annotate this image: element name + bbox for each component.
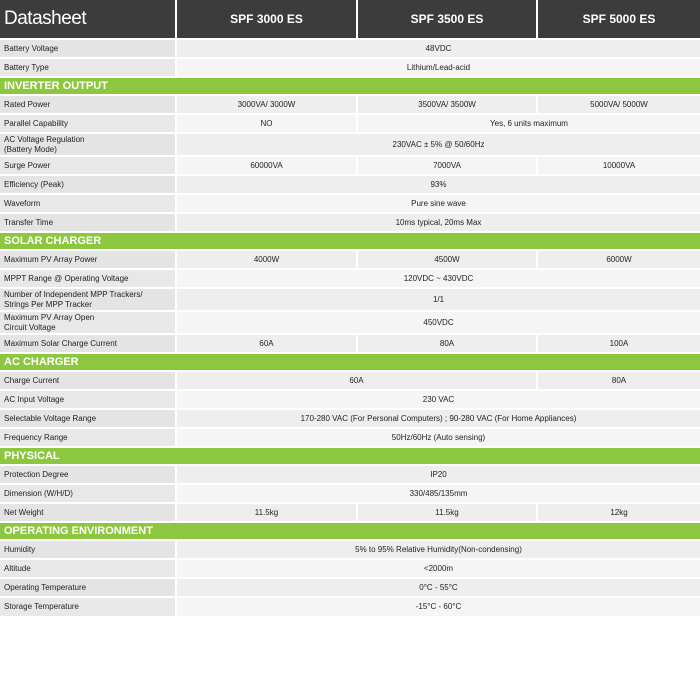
spec-value: IP20 [176, 465, 700, 484]
spec-label: Selectable Voltage Range [0, 409, 176, 428]
spec-label: Net Weight [0, 503, 176, 522]
spec-row [0, 409, 700, 428]
spec-label: Transfer Time [0, 213, 176, 232]
spec-label: Parallel Capability [0, 114, 176, 133]
spec-label: Maximum PV Array Power [0, 250, 176, 269]
spec-row [0, 484, 700, 503]
spec-label: Rated Power [0, 95, 176, 114]
spec-label: Waveform [0, 194, 176, 213]
spec-label: Altitude [0, 559, 176, 578]
spec-label: Number of Independent MPP Trackers/ Strings Per MPP Tracker [0, 288, 176, 311]
spec-value: 10ms typical, 20ms Max [176, 213, 700, 232]
spec-value: 450VDC [176, 311, 700, 334]
spec-label: Charge Current [0, 371, 176, 390]
spec-row [0, 334, 700, 353]
spec-value: 60A [176, 334, 357, 353]
spec-row [0, 288, 700, 311]
spec-label: Protection Degree [0, 465, 176, 484]
spec-row [0, 250, 700, 269]
spec-label: Operating Temperature [0, 578, 176, 597]
section-title: SOLAR CHARGER [0, 232, 700, 250]
spec-value: NO [176, 114, 357, 133]
spec-value: 11.5kg [176, 503, 357, 522]
spec-value: 11.5kg [357, 503, 537, 522]
spec-row [0, 428, 700, 447]
section-title: AC CHARGER [0, 353, 700, 371]
spec-value: 4500W [357, 250, 537, 269]
spec-row [0, 194, 700, 213]
spec-value: 80A [537, 371, 700, 390]
spec-row [0, 213, 700, 232]
spec-value: 3000VA/ 3000W [176, 95, 357, 114]
spec-label: Humidity [0, 540, 176, 559]
spec-value: 93% [176, 175, 700, 194]
spec-value: 100A [537, 334, 700, 353]
spec-row [0, 465, 700, 484]
spec-label: Surge Power [0, 156, 176, 175]
spec-row [0, 597, 700, 616]
spec-value: <2000m [176, 559, 700, 578]
spec-value: 120VDC ~ 430VDC [176, 269, 700, 288]
section-title: OPERATING ENVIRONMENT [0, 522, 700, 540]
section-header [0, 232, 700, 250]
spec-row [0, 559, 700, 578]
spec-body [0, 39, 700, 616]
spec-value: 4000W [176, 250, 357, 269]
spec-value: 6000W [537, 250, 700, 269]
datasheet-title: Datasheet [0, 0, 176, 39]
spec-row [0, 540, 700, 559]
header-row [0, 0, 700, 39]
section-header [0, 77, 700, 95]
spec-row [0, 58, 700, 77]
spec-value: 1/1 [176, 288, 700, 311]
section-header [0, 447, 700, 465]
spec-value: Yes, 6 units maximum [357, 114, 700, 133]
section-title: PHYSICAL [0, 447, 700, 465]
spec-label: Efficiency (Peak) [0, 175, 176, 194]
model-header: SPF 3000 ES [176, 0, 357, 39]
spec-label: AC Input Voltage [0, 390, 176, 409]
spec-value: 0°C - 55°C [176, 578, 700, 597]
spec-row [0, 156, 700, 175]
spec-value: 5000VA/ 5000W [537, 95, 700, 114]
spec-value: 230 VAC [176, 390, 700, 409]
spec-label: Maximum PV Array Open Circuit Voltage [0, 311, 176, 334]
spec-value: 170-280 VAC (For Personal Computers) ; 90-280 VAC (For Home Appliances) [176, 409, 700, 428]
model-header: SPF 3500 ES [357, 0, 537, 39]
spec-label: Battery Type [0, 58, 176, 77]
spec-label: AC Voltage Regulation (Battery Mode) [0, 133, 176, 156]
spec-row [0, 371, 700, 390]
spec-label: Storage Temperature [0, 597, 176, 616]
section-title: INVERTER OUTPUT [0, 77, 700, 95]
spec-value: 48VDC [176, 39, 700, 58]
spec-row [0, 390, 700, 409]
spec-value: 50Hz/60Hz (Auto sensing) [176, 428, 700, 447]
spec-value: 330/485/135mm [176, 484, 700, 503]
spec-value: 80A [357, 334, 537, 353]
spec-label: Frequency Range [0, 428, 176, 447]
spec-value: 230VAC ± 5% @ 50/60Hz [176, 133, 700, 156]
spec-value: Lithium/Lead-acid [176, 58, 700, 77]
spec-row [0, 269, 700, 288]
spec-label: MPPT Range @ Operating Voltage [0, 269, 176, 288]
spec-row [0, 114, 700, 133]
spec-value: Pure sine wave [176, 194, 700, 213]
spec-value: -15°C - 60°C [176, 597, 700, 616]
spec-label: Battery Voltage [0, 39, 176, 58]
spec-row [0, 578, 700, 597]
spec-value: 3500VA/ 3500W [357, 95, 537, 114]
spec-value: 60000VA [176, 156, 357, 175]
section-header [0, 522, 700, 540]
spec-row [0, 175, 700, 194]
spec-row [0, 311, 700, 334]
spec-value: 7000VA [357, 156, 537, 175]
spec-row [0, 503, 700, 522]
model-header: SPF 5000 ES [537, 0, 700, 39]
spec-label: Dimension (W/H/D) [0, 484, 176, 503]
spec-row [0, 133, 700, 156]
spec-value: 10000VA [537, 156, 700, 175]
spec-value: 5% to 95% Relative Humidity(Non-condensing) [176, 540, 700, 559]
section-header [0, 353, 700, 371]
spec-row [0, 39, 700, 58]
spec-value: 12kg [537, 503, 700, 522]
spec-row [0, 95, 700, 114]
spec-value: 60A [176, 371, 537, 390]
spec-label: Maximum Solar Charge Current [0, 334, 176, 353]
